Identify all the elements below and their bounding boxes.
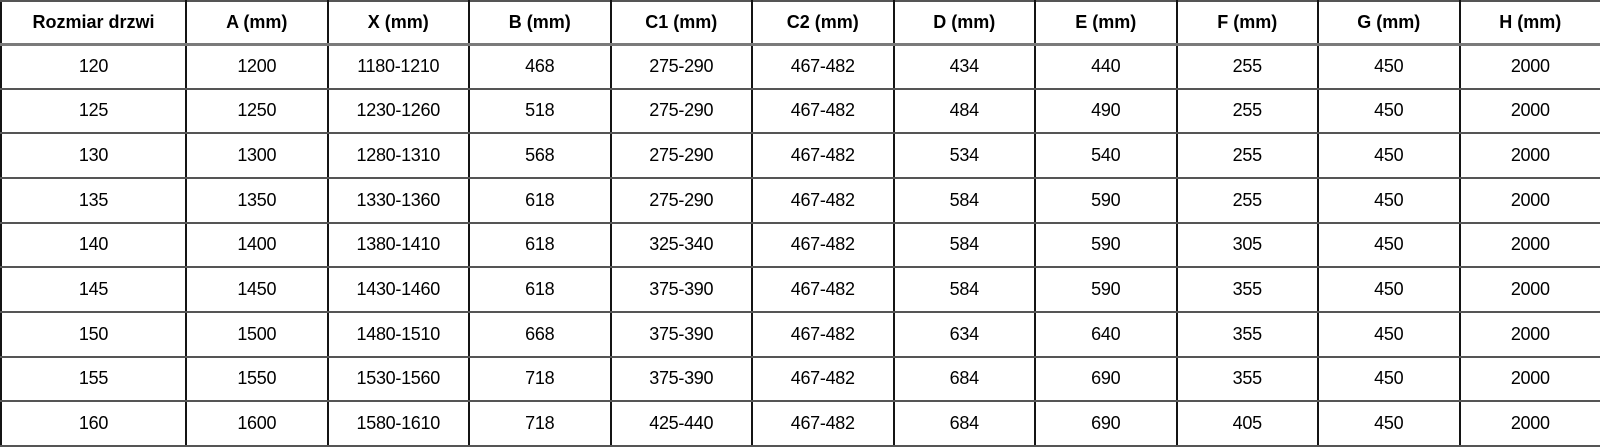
table-cell: 484 [894, 89, 1036, 134]
column-header: B (mm) [469, 1, 611, 44]
table-cell: 125 [1, 89, 186, 134]
table-cell: 467-482 [752, 133, 894, 178]
table-cell: 467-482 [752, 89, 894, 134]
table-cell: 140 [1, 223, 186, 268]
column-header: H (mm) [1460, 1, 1600, 44]
table-row [1, 357, 1600, 402]
column-header: Rozmiar drzwi [1, 1, 186, 44]
table-cell: 1550 [186, 357, 328, 402]
table-cell: 255 [1177, 89, 1319, 134]
table-cell: 1250 [186, 89, 328, 134]
table-cell: 718 [469, 401, 611, 446]
table-cell: 2000 [1460, 267, 1600, 312]
table-cell: 375-390 [611, 312, 753, 357]
table-row [1, 44, 1600, 89]
table-cell: 467-482 [752, 178, 894, 223]
header-row [1, 1, 1600, 44]
table-cell: 684 [894, 401, 1036, 446]
column-header: C1 (mm) [611, 1, 753, 44]
table-cell: 518 [469, 89, 611, 134]
table-cell: 468 [469, 44, 611, 89]
table-cell: 275-290 [611, 89, 753, 134]
table-cell: 355 [1177, 357, 1319, 402]
table-row [1, 89, 1600, 134]
table-cell: 690 [1035, 357, 1177, 402]
table-cell: 450 [1318, 357, 1460, 402]
table-cell: 590 [1035, 267, 1177, 312]
table-cell: 467-482 [752, 223, 894, 268]
table-cell: 1230-1260 [328, 89, 470, 134]
table-cell: 1380-1410 [328, 223, 470, 268]
table-cell: 275-290 [611, 178, 753, 223]
table-cell: 120 [1, 44, 186, 89]
table-row [1, 133, 1600, 178]
table-cell: 450 [1318, 267, 1460, 312]
table-cell: 2000 [1460, 89, 1600, 134]
table-cell: 718 [469, 357, 611, 402]
table-cell: 2000 [1460, 178, 1600, 223]
table-cell: 425-440 [611, 401, 753, 446]
table-cell: 145 [1, 267, 186, 312]
table-cell: 467-482 [752, 44, 894, 89]
column-header: E (mm) [1035, 1, 1177, 44]
table-cell: 2000 [1460, 44, 1600, 89]
table-cell: 160 [1, 401, 186, 446]
table-row [1, 178, 1600, 223]
table-cell: 1350 [186, 178, 328, 223]
table-cell: 590 [1035, 223, 1177, 268]
table-cell: 135 [1, 178, 186, 223]
table-row [1, 401, 1600, 446]
table-cell: 584 [894, 223, 1036, 268]
table-cell: 467-482 [752, 267, 894, 312]
table-cell: 440 [1035, 44, 1177, 89]
table-cell: 255 [1177, 44, 1319, 89]
table-cell: 405 [1177, 401, 1319, 446]
table-cell: 584 [894, 178, 1036, 223]
table-cell: 584 [894, 267, 1036, 312]
table-cell: 255 [1177, 178, 1319, 223]
table-cell: 375-390 [611, 267, 753, 312]
table-cell: 450 [1318, 178, 1460, 223]
table-cell: 640 [1035, 312, 1177, 357]
column-header: X (mm) [328, 1, 470, 44]
table-cell: 450 [1318, 44, 1460, 89]
table-row [1, 312, 1600, 357]
table-cell: 355 [1177, 312, 1319, 357]
table-cell: 1430-1460 [328, 267, 470, 312]
table-row [1, 267, 1600, 312]
column-header: G (mm) [1318, 1, 1460, 44]
table-header [1, 1, 1600, 44]
table-cell: 450 [1318, 223, 1460, 268]
table-body [1, 44, 1600, 446]
table-cell: 130 [1, 133, 186, 178]
table-cell: 2000 [1460, 223, 1600, 268]
table-cell: 2000 [1460, 312, 1600, 357]
table-cell: 1530-1560 [328, 357, 470, 402]
table-cell: 568 [469, 133, 611, 178]
table-cell: 450 [1318, 312, 1460, 357]
table-cell: 1450 [186, 267, 328, 312]
table-cell: 325-340 [611, 223, 753, 268]
table-cell: 155 [1, 357, 186, 402]
table-row [1, 223, 1600, 268]
table-cell: 467-482 [752, 312, 894, 357]
table-cell: 634 [894, 312, 1036, 357]
table-cell: 150 [1, 312, 186, 357]
table-cell: 618 [469, 223, 611, 268]
table-cell: 490 [1035, 89, 1177, 134]
table-cell: 618 [469, 178, 611, 223]
table-cell: 1280-1310 [328, 133, 470, 178]
table-cell: 2000 [1460, 401, 1600, 446]
table-cell: 618 [469, 267, 611, 312]
table-cell: 450 [1318, 401, 1460, 446]
table-cell: 275-290 [611, 44, 753, 89]
table-cell: 467-482 [752, 401, 894, 446]
table-cell: 2000 [1460, 357, 1600, 402]
column-header: F (mm) [1177, 1, 1319, 44]
table-cell: 534 [894, 133, 1036, 178]
table-cell: 684 [894, 357, 1036, 402]
table-cell: 275-290 [611, 133, 753, 178]
table-cell: 255 [1177, 133, 1319, 178]
column-header: D (mm) [894, 1, 1036, 44]
table-cell: 450 [1318, 89, 1460, 134]
table-cell: 434 [894, 44, 1036, 89]
table-cell: 1600 [186, 401, 328, 446]
table-cell: 2000 [1460, 133, 1600, 178]
table-cell: 540 [1035, 133, 1177, 178]
table-cell: 590 [1035, 178, 1177, 223]
table-cell: 1300 [186, 133, 328, 178]
table-cell: 1500 [186, 312, 328, 357]
table-cell: 467-482 [752, 357, 894, 402]
table-cell: 1200 [186, 44, 328, 89]
table-cell: 355 [1177, 267, 1319, 312]
table-cell: 1580-1610 [328, 401, 470, 446]
table-cell: 1400 [186, 223, 328, 268]
table-cell: 450 [1318, 133, 1460, 178]
column-header: A (mm) [186, 1, 328, 44]
table-cell: 668 [469, 312, 611, 357]
table-cell: 375-390 [611, 357, 753, 402]
column-header: C2 (mm) [752, 1, 894, 44]
table-cell: 1480-1510 [328, 312, 470, 357]
table-cell: 1180-1210 [328, 44, 470, 89]
table-cell: 305 [1177, 223, 1319, 268]
table-cell: 1330-1360 [328, 178, 470, 223]
table-cell: 690 [1035, 401, 1177, 446]
